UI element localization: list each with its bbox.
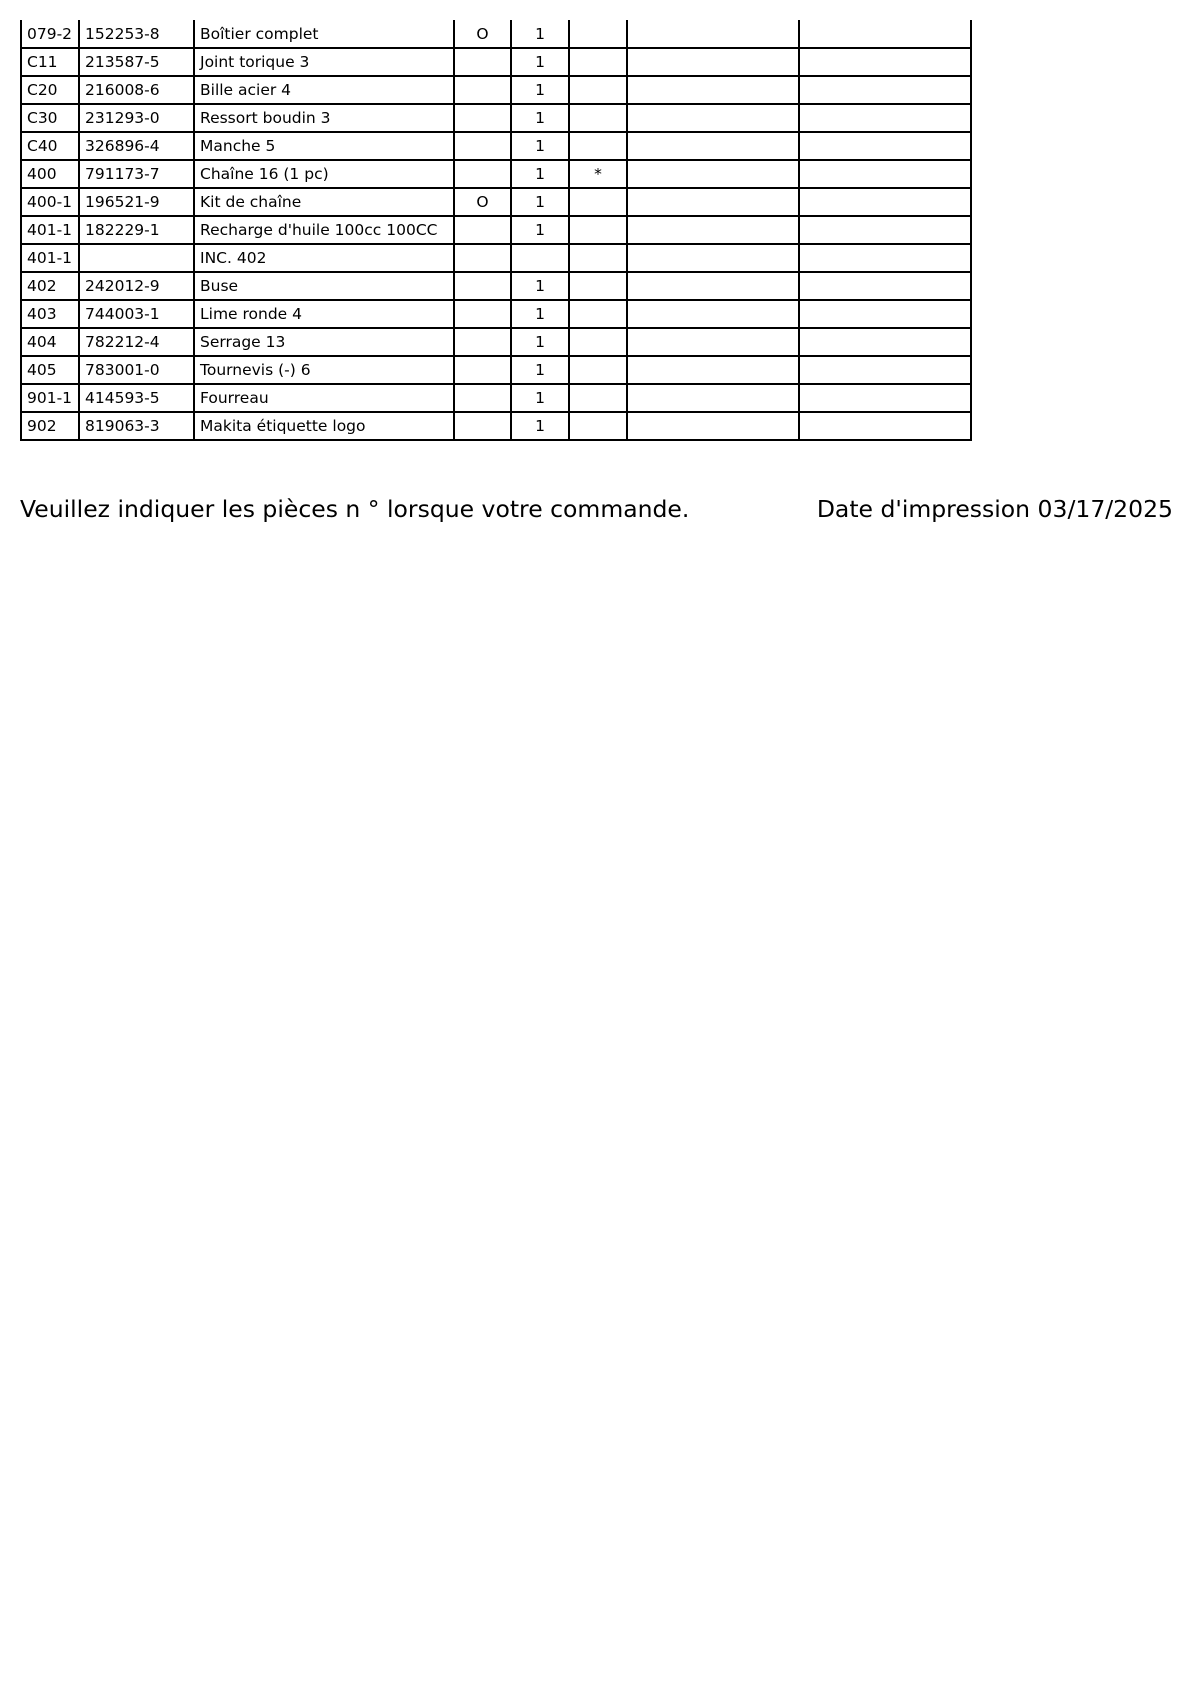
option-cell [454, 76, 511, 104]
mark-cell [569, 384, 627, 412]
blank-cell [799, 188, 971, 216]
blank-cell [627, 188, 799, 216]
part-number-cell: 216008-6 [79, 76, 194, 104]
quantity-cell: 1 [511, 104, 569, 132]
option-cell [454, 160, 511, 188]
table-row [21, 216, 971, 244]
part-number-cell: 819063-3 [79, 412, 194, 440]
description-cell: Makita étiquette logo [194, 412, 454, 440]
mark-cell [569, 104, 627, 132]
mark-cell [569, 328, 627, 356]
blank-cell [627, 412, 799, 440]
option-cell [454, 132, 511, 160]
blank-cell [799, 300, 971, 328]
ref-number-cell: 405 [21, 356, 79, 384]
table-row [21, 356, 971, 384]
blank-cell [799, 76, 971, 104]
option-cell: O [454, 20, 511, 48]
quantity-cell: 1 [511, 188, 569, 216]
blank-cell [799, 328, 971, 356]
option-cell: O [454, 188, 511, 216]
mark-cell [569, 300, 627, 328]
ref-number-cell: 400-1 [21, 188, 79, 216]
part-number-cell: 213587-5 [79, 48, 194, 76]
option-cell [454, 244, 511, 272]
blank-cell [799, 48, 971, 76]
option-cell [454, 216, 511, 244]
table-row [21, 48, 971, 76]
blank-cell [799, 356, 971, 384]
blank-cell [799, 20, 971, 48]
part-number-cell: 414593-5 [79, 384, 194, 412]
part-number-cell: 791173-7 [79, 160, 194, 188]
order-note: Veuillez indiquer les pièces n ° lorsque votre commande. [20, 495, 690, 523]
blank-cell [799, 412, 971, 440]
blank-cell [799, 244, 971, 272]
blank-cell [627, 48, 799, 76]
part-number-cell: 242012-9 [79, 272, 194, 300]
part-number-cell: 783001-0 [79, 356, 194, 384]
mark-cell [569, 412, 627, 440]
description-cell: Kit de chaîne [194, 188, 454, 216]
mark-cell: * [569, 160, 627, 188]
part-number-cell: 231293-0 [79, 104, 194, 132]
mark-cell [569, 356, 627, 384]
option-cell [454, 328, 511, 356]
blank-cell [627, 384, 799, 412]
ref-number-cell: C11 [21, 48, 79, 76]
blank-cell [799, 384, 971, 412]
quantity-cell: 1 [511, 132, 569, 160]
quantity-cell: 1 [511, 328, 569, 356]
quantity-cell: 1 [511, 160, 569, 188]
quantity-cell: 1 [511, 20, 569, 48]
mark-cell [569, 216, 627, 244]
part-number-cell: 152253-8 [79, 20, 194, 48]
ref-number-cell: 400 [21, 160, 79, 188]
blank-cell [627, 300, 799, 328]
part-number-cell: 744003-1 [79, 300, 194, 328]
blank-cell [627, 76, 799, 104]
table-row [21, 188, 971, 216]
description-cell: Buse [194, 272, 454, 300]
option-cell [454, 272, 511, 300]
quantity-cell: 1 [511, 300, 569, 328]
part-number-cell [79, 244, 194, 272]
blank-cell [799, 216, 971, 244]
blank-cell [627, 328, 799, 356]
ref-number-cell: 079-2 [21, 20, 79, 48]
mark-cell [569, 132, 627, 160]
quantity-cell: 1 [511, 272, 569, 300]
option-cell [454, 104, 511, 132]
description-cell: Joint torique 3 [194, 48, 454, 76]
blank-cell [799, 160, 971, 188]
part-number-cell: 182229-1 [79, 216, 194, 244]
ref-number-cell: 902 [21, 412, 79, 440]
parts-table [20, 20, 972, 441]
ref-number-cell: 402 [21, 272, 79, 300]
table-row [21, 384, 971, 412]
table-row [21, 328, 971, 356]
quantity-cell: 1 [511, 76, 569, 104]
blank-cell [799, 132, 971, 160]
table-row [21, 76, 971, 104]
description-cell: Serrage 13 [194, 328, 454, 356]
mark-cell [569, 48, 627, 76]
option-cell [454, 412, 511, 440]
print-date: Date d'impression 03/17/2025 [816, 495, 1173, 523]
description-cell: INC. 402 [194, 244, 454, 272]
option-cell [454, 300, 511, 328]
blank-cell [627, 244, 799, 272]
quantity-cell: 1 [511, 48, 569, 76]
table-row [21, 244, 971, 272]
blank-cell [627, 356, 799, 384]
table-row [21, 104, 971, 132]
description-cell: Fourreau [194, 384, 454, 412]
description-cell: Boîtier complet [194, 20, 454, 48]
option-cell [454, 48, 511, 76]
quantity-cell: 1 [511, 356, 569, 384]
table-row [21, 300, 971, 328]
mark-cell [569, 188, 627, 216]
description-cell: Manche 5 [194, 132, 454, 160]
table-row [21, 412, 971, 440]
quantity-cell: 1 [511, 216, 569, 244]
blank-cell [627, 20, 799, 48]
mark-cell [569, 20, 627, 48]
blank-cell [799, 104, 971, 132]
quantity-cell [511, 244, 569, 272]
mark-cell [569, 272, 627, 300]
table-row [21, 272, 971, 300]
part-number-cell: 196521-9 [79, 188, 194, 216]
table-row [21, 132, 971, 160]
mark-cell [569, 244, 627, 272]
table-row [21, 160, 971, 188]
description-cell: Chaîne 16 (1 pc) [194, 160, 454, 188]
ref-number-cell: 401-1 [21, 216, 79, 244]
ref-number-cell: C20 [21, 76, 79, 104]
ref-number-cell: C40 [21, 132, 79, 160]
option-cell [454, 356, 511, 384]
option-cell [454, 384, 511, 412]
quantity-cell: 1 [511, 412, 569, 440]
mark-cell [569, 76, 627, 104]
part-number-cell: 782212-4 [79, 328, 194, 356]
description-cell: Lime ronde 4 [194, 300, 454, 328]
quantity-cell: 1 [511, 384, 569, 412]
blank-cell [627, 272, 799, 300]
ref-number-cell: 403 [21, 300, 79, 328]
table-row [21, 20, 971, 48]
blank-cell [627, 104, 799, 132]
ref-number-cell: C30 [21, 104, 79, 132]
description-cell: Tournevis (-) 6 [194, 356, 454, 384]
blank-cell [627, 132, 799, 160]
ref-number-cell: 404 [21, 328, 79, 356]
ref-number-cell: 401-1 [21, 244, 79, 272]
blank-cell [627, 160, 799, 188]
description-cell: Bille acier 4 [194, 76, 454, 104]
description-cell: Ressort boudin 3 [194, 104, 454, 132]
parts-table-body [21, 20, 971, 440]
blank-cell [799, 272, 971, 300]
description-cell: Recharge d'huile 100cc 100CC [194, 216, 454, 244]
blank-cell [627, 216, 799, 244]
part-number-cell: 326896-4 [79, 132, 194, 160]
ref-number-cell: 901-1 [21, 384, 79, 412]
